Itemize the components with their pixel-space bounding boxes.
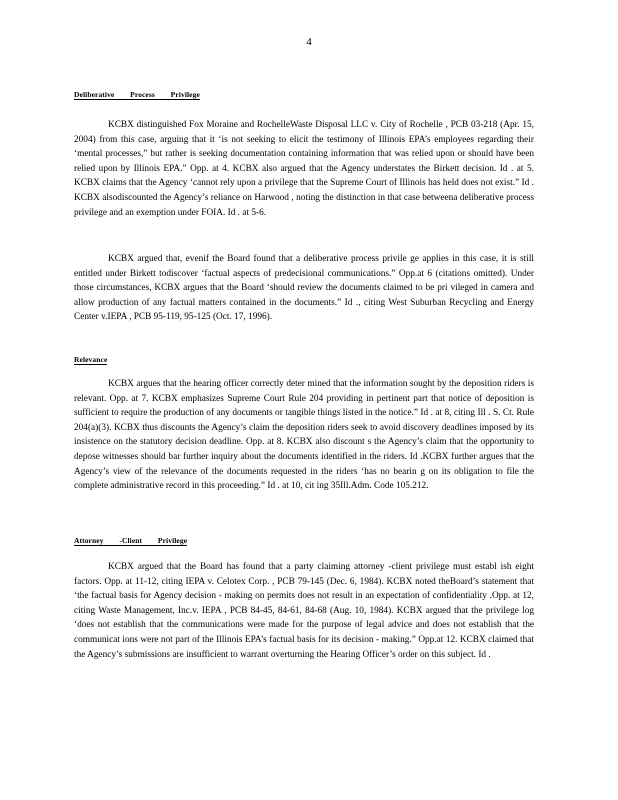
paragraph-deliberative-2: KCBX argued that, evenif the Board found that a deliberative process privile ge applies in this case, it is still entitled under Birkett todiscover ‘factual aspects of predecisional communications.” Opp.at 6 (citations omitted). Under those circumstances, KCBX argues that the Board ‘should review the documents claimed to be pri vileged in camera and allow production of any factual matters contained in the documents.” Id ., citing West Suburban Recycling and Energy Center v.IEPA , PCB 95-119, 95-125 (Oct. 17, 1996).: [74, 254, 534, 323]
section-heading-relevance: Relevance: [74, 355, 108, 364]
paragraph-attorney-client-1: KCBX argued that the Board has found that a party claiming attorney -client privilege must establ ish eight factors. Opp. at 11-12, citing IEPA v. Celotex Corp. , PCB 79-145 (Dec. 6, 1984). KCBX noted theBoard’s statement that ‘the factual basis for Agency decision - making on permits does not result in an expectation of confidentiality .Opp. at 12, citing Waste Management, Inc.v. IEPA , PCB 84-45, 84-61, 84-68 (Aug. 10, 1984). KCBX argued that the privilege log ‘does not establish that the communications were made for the purpose of legal advice and does not establish that the communicat ions were not part of the Illinois EPA’s factual basis for its decision - making.” Opp.at 12. KCBX claimed that the Agency’s submissions are insufficient to warrant overturning the Hearing Officer’s order on this subject. Id .: [74, 562, 534, 660]
section-heading-deliberative-process-privilege: Deliberative Process Privilege: [74, 90, 200, 99]
section-heading-attorney-client-privilege: Attorney -Client Privilege: [74, 536, 188, 545]
paragraph-relevance-1: KCBX argues that the hearing officer correctly deter mined that the information sought by the deposition riders is relevant. Opp. at 7. KCBX emphasizes Supreme Court Rule 204 providing in pertinent part that notice of deposition is sufficient to require the production of any documents or tangible things listed in the notice.” Id . at 8, citing Ill . S. Ct. Rule 204(a)(3). KCBX thus discounts the Agency’s claim the deposition riders seek to avoid discovery deadlines imposed by its insistence on the statutory decision deadline. Opp. at 8. KCBX also discount s the Agency’s claim that the opportunity to depose witnesses should bar further inquiry about the documents identified in the riders. Id .KCBX further argues that the Agency’s view of the relevance of the documents requested in the riders ‘has no bearin g on its obligation to file the complete administrative record in this proceeding.” Id . at 10, cit ing 35Ill.Adm. Code 105.212.: [74, 379, 534, 492]
paragraph-deliberative-1: KCBX distinguished Fox Moraine and RochelleWaste Disposal LLC v. City of Rochelle , PCB 03-218 (Apr. 15, 2004) from this case, arguing that it ‘is not seeking to elicit the testimony of Illinois EPA’s employees regarding their ‘mental processes,” but rather is seeking documentation containing information that was relied upon or should have been relied upon by Illinois EPA.” Opp. at 4. KCBX also argued that the Agency understates the Birkett decision. Id . at 5. KCBX claims that the Agency ‘cannot rely upon a privilege that the Supreme Court of Illinois has held does not exist.” Id . KCBX alsodiscounted the Agency’s reliance on Harwood , noting the distinction in that case betweena deliberative process privilege and an exemption under FOIA. Id . at 5-6.: [74, 120, 534, 218]
page-number: 4: [306, 36, 312, 48]
